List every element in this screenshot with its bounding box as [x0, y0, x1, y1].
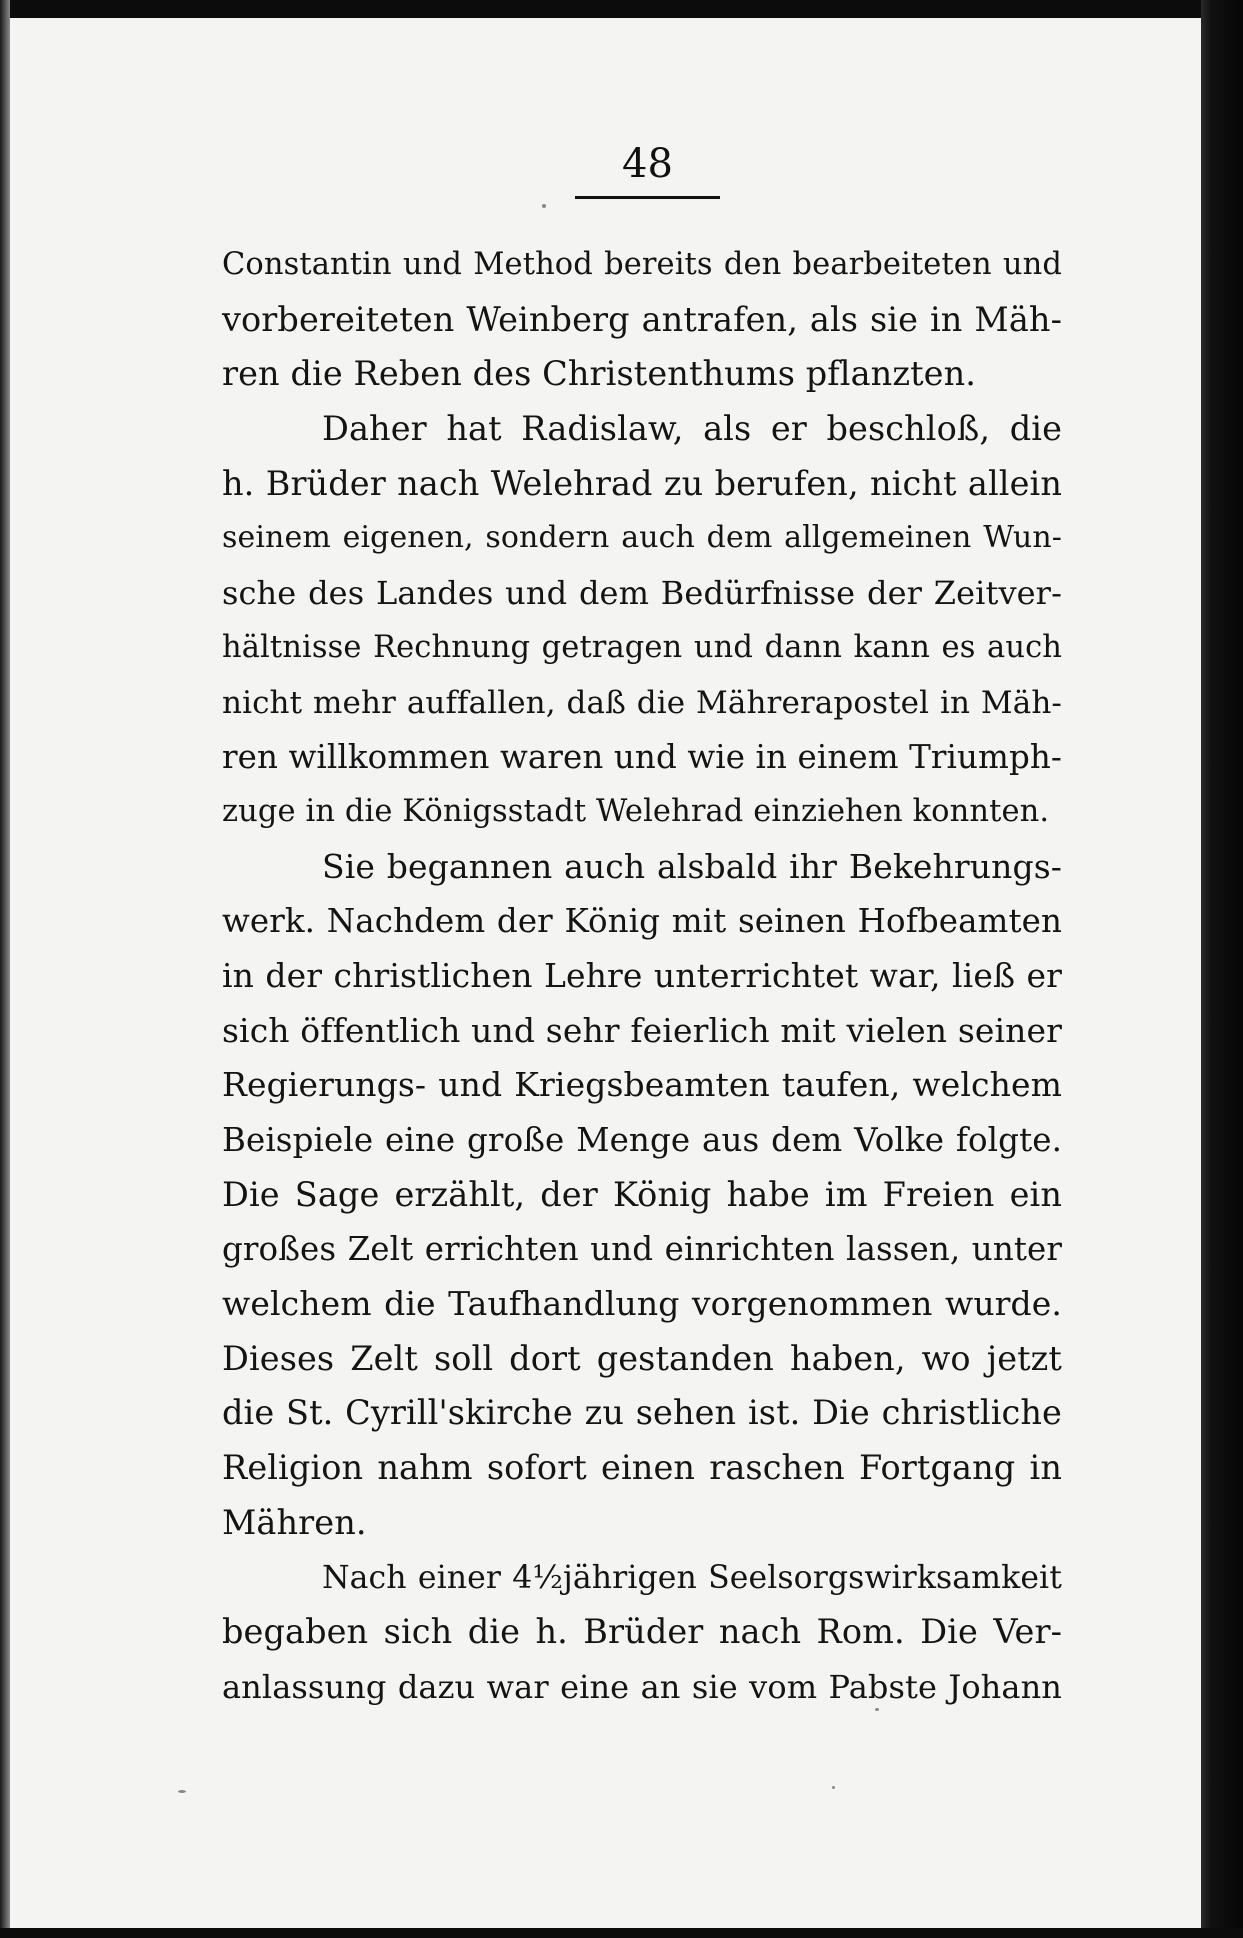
scan-speck: [832, 1786, 835, 1789]
text-line: vorbereiteten Weinberg antrafen, als sie in Mäh-: [222, 299, 1062, 339]
text-line: die St. Cyrill'skirche zu sehen ist. Die christliche: [222, 1393, 1062, 1433]
text-line: Sie begannen auch alsbald ihr Bekehrungs-: [322, 846, 1062, 886]
scan-border-bottom: [0, 1928, 1243, 1938]
body-text: [222, 238, 1062, 1715]
text-line: Nach einer 4½jährigen Seelsorgswirksamkeit: [322, 1559, 1062, 1596]
text-line: anlassung dazu war eine an sie vom Pabste Johann: [222, 1667, 1062, 1706]
text-line: ren willkommen waren und wie in einem Triumph-: [222, 738, 1062, 777]
scan-border-top: [0, 0, 1243, 18]
text-line: Beispiele eine große Menge aus dem Volke folgte.: [222, 1121, 1062, 1159]
text-line: werk. Nachdem der König mit seinen Hofbeamten: [222, 902, 1062, 941]
text-line: in der christlichen Lehre unterrichtet war, ließ er: [222, 955, 1062, 995]
text-line: zuge in die Königsstadt Welehrad einziehen konnten.: [222, 793, 1050, 829]
text-line: ren die Reben des Christenthums pflanzten.: [222, 354, 977, 394]
page-number: 48: [622, 141, 673, 187]
text-line: Constantin und Method bereits den bearbeiteten und: [222, 247, 1062, 282]
text-line: Die Sage erzählt, der König habe im Freien ein: [222, 1174, 1062, 1214]
text-line: seinem eigenen, sondern auch dem allgemeinen Wun-: [222, 520, 1062, 556]
text-line: Religion nahm sofort einen raschen Fortgang in: [222, 1448, 1062, 1488]
page-header: [575, 140, 720, 199]
text-line: Mähren.: [222, 1502, 367, 1542]
text-line: sich öffentlich und sehr feierlich mit vielen seiner: [222, 1010, 1062, 1050]
text-line: Dieses Zelt soll dort gestanden haben, wo jetzt: [222, 1338, 1062, 1378]
text-line: h. Brüder nach Welehrad zu berufen, nicht allein: [222, 463, 1062, 503]
scan-border-right: [1201, 0, 1243, 1938]
scan-speck: [542, 204, 546, 208]
text-line: Daher hat Radislaw, als er beschloß, die: [322, 409, 1062, 449]
text-line: großes Zelt errichten und einrichten lassen, unter: [222, 1230, 1062, 1269]
text-line: hältnisse Rechnung getragen und dann kann es auch: [222, 629, 1062, 665]
text-line: begaben sich die h. Brüder nach Rom. Die Ver-: [222, 1612, 1062, 1652]
scan-border-left: [0, 0, 10, 1938]
text-line: welchem die Taufhandlung vorgenommen wurde.: [222, 1284, 1062, 1324]
text-line: sche des Landes und dem Bedürfnisse der Zeitver-: [222, 574, 1062, 613]
text-line: Regierungs- und Kriegsbeamten taufen, welchem: [222, 1065, 1062, 1105]
text-line: nicht mehr auffallen, daß die Mährerapostel in Mäh-: [222, 684, 1062, 721]
page-number-rule: [575, 196, 720, 199]
scan-speck: [178, 1790, 186, 1793]
